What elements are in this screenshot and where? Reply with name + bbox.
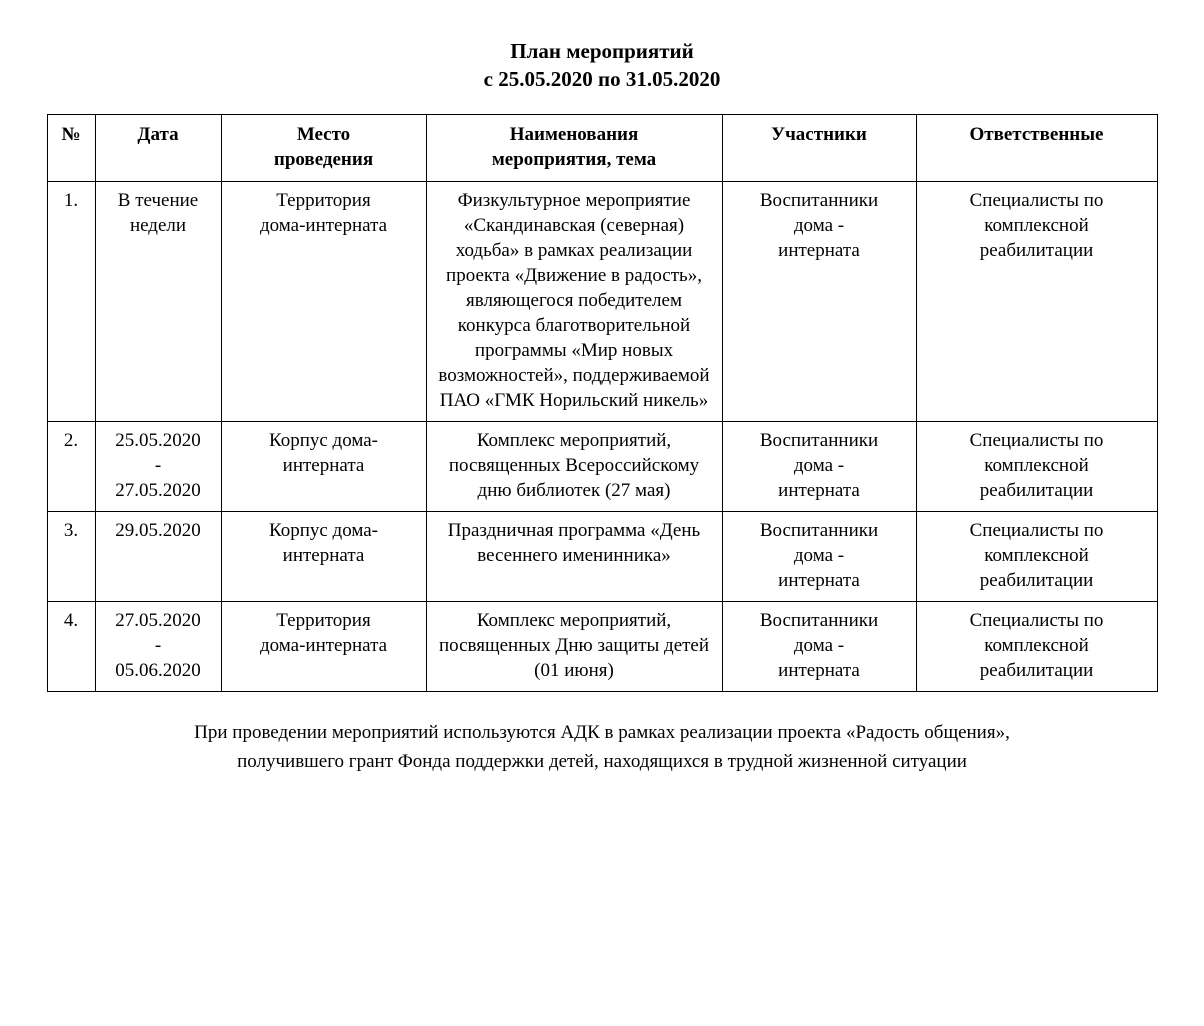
cell-participants-line2: дома - (793, 455, 845, 476)
cell-participants (722, 602, 916, 692)
cell-responsible-line1: Специалисты по (969, 520, 1104, 541)
cell-responsible-line1: Специалисты по (969, 430, 1104, 451)
events-plan-table (47, 114, 1158, 692)
cell-participants-line2: дома - (793, 635, 845, 656)
cell-date-line3: 05.06.2020 (115, 660, 201, 681)
cell-responsible (916, 512, 1157, 602)
page-subtitle: с 25.05.2020 по 31.05.2020 (483, 67, 721, 91)
cell-number: 1. (47, 182, 95, 422)
column-header-participants: Участники (722, 115, 916, 182)
table-row (47, 512, 1157, 602)
column-header-name-line2: мероприятия, тема (491, 149, 657, 170)
cell-date-line2: - (154, 635, 162, 656)
cell-responsible-line1: Специалисты по (969, 610, 1104, 631)
cell-responsible-line2: комплексной (984, 545, 1089, 566)
cell-responsible-line2: комплексной (984, 455, 1089, 476)
cell-date-line1: 25.05.2020 (115, 430, 201, 451)
cell-place-line2: дома-интерната (259, 635, 388, 656)
cell-participants (722, 182, 916, 422)
cell-participants (722, 422, 916, 512)
table-row (47, 182, 1157, 422)
cell-responsible-line3: реабилитации (979, 570, 1094, 591)
column-header-place-line1: Место (296, 124, 351, 145)
cell-place-line2: интерната (282, 455, 365, 476)
cell-responsible (916, 182, 1157, 422)
footer-note-line2: получившего грант Фонда поддержки детей, находящихся в трудной жизненной ситуации (237, 751, 967, 772)
column-header-name (426, 115, 722, 182)
cell-participants-line1: Воспитанники (759, 520, 879, 541)
cell-responsible-line3: реабилитации (979, 660, 1094, 681)
cell-place-line1: Территория (276, 610, 371, 631)
cell-responsible-line3: реабилитации (979, 480, 1094, 501)
cell-place (221, 182, 426, 422)
cell-responsible-line1: Специалисты по (969, 190, 1104, 211)
cell-date-line1: 27.05.2020 (115, 610, 201, 631)
cell-date-line2: недели (129, 215, 187, 236)
column-header-place-line2: проведения (273, 149, 374, 170)
cell-number: 4. (47, 602, 95, 692)
cell-responsible-line3: реабилитации (979, 240, 1094, 261)
table-header-row (47, 115, 1157, 182)
cell-date-line3: 27.05.2020 (115, 480, 201, 501)
cell-place-line1: Корпус дома- (268, 430, 379, 451)
footer-note (47, 718, 1157, 776)
table-body (47, 182, 1157, 692)
table-row (47, 602, 1157, 692)
cell-place (221, 512, 426, 602)
cell-date-line1: 29.05.2020 (115, 520, 201, 541)
cell-event-name: Праздничная программа «День весеннего именинника» (426, 512, 722, 602)
cell-place (221, 602, 426, 692)
cell-responsible-line2: комплексной (984, 635, 1089, 656)
cell-participants-line1: Воспитанники (759, 190, 879, 211)
cell-place-line2: интерната (282, 545, 365, 566)
cell-number: 3. (47, 512, 95, 602)
cell-responsible (916, 602, 1157, 692)
cell-date-line1: В течение (117, 190, 199, 211)
column-header-number: № (47, 115, 95, 182)
table-row (47, 422, 1157, 512)
cell-responsible-line2: комплексной (984, 215, 1089, 236)
cell-event-name: Комплекс мероприятий, посвященных Дню защиты детей (01 июня) (426, 602, 722, 692)
cell-participants-line2: дома - (793, 545, 845, 566)
cell-place (221, 422, 426, 512)
cell-date (95, 512, 221, 602)
cell-place-line1: Корпус дома- (268, 520, 379, 541)
cell-participants-line3: интерната (778, 660, 860, 681)
cell-event-name: Физкультурное мероприятие «Скандинавская (северная) ходьба» в рамках реализации проекта «Движение в радость», являющегося победителем конкурса благотворительной программы «Мир новых возможностей», поддерживаемой ПАО «ГМК Норильский никель» (426, 182, 722, 422)
cell-responsible (916, 422, 1157, 512)
cell-participants (722, 512, 916, 602)
cell-participants-line3: интерната (778, 240, 860, 261)
cell-place-line2: дома-интерната (259, 215, 388, 236)
cell-participants-line2: дома - (793, 215, 845, 236)
cell-date (95, 182, 221, 422)
cell-number: 2. (47, 422, 95, 512)
cell-date-line2: - (154, 455, 162, 476)
cell-date (95, 422, 221, 512)
cell-participants-line3: интерната (778, 570, 860, 591)
column-header-date: Дата (95, 115, 221, 182)
cell-participants-line1: Воспитанники (759, 610, 879, 631)
page-title: План мероприятий (510, 39, 694, 63)
cell-event-name: Комплекс мероприятий, посвященных Всероссийскому дню библиотек (27 мая) (426, 422, 722, 512)
footer-note-line1: При проведении мероприятий используются АДК в рамках реализации проекта «Радость общения», (194, 722, 1010, 743)
table-header (47, 115, 1157, 182)
cell-date (95, 602, 221, 692)
column-header-name-line1: Наименования (509, 124, 639, 145)
cell-participants-line1: Воспитанники (759, 430, 879, 451)
cell-participants-line3: интерната (778, 480, 860, 501)
cell-place-line1: Территория (276, 190, 371, 211)
column-header-responsible: Ответственные (916, 115, 1157, 182)
column-header-place (221, 115, 426, 182)
